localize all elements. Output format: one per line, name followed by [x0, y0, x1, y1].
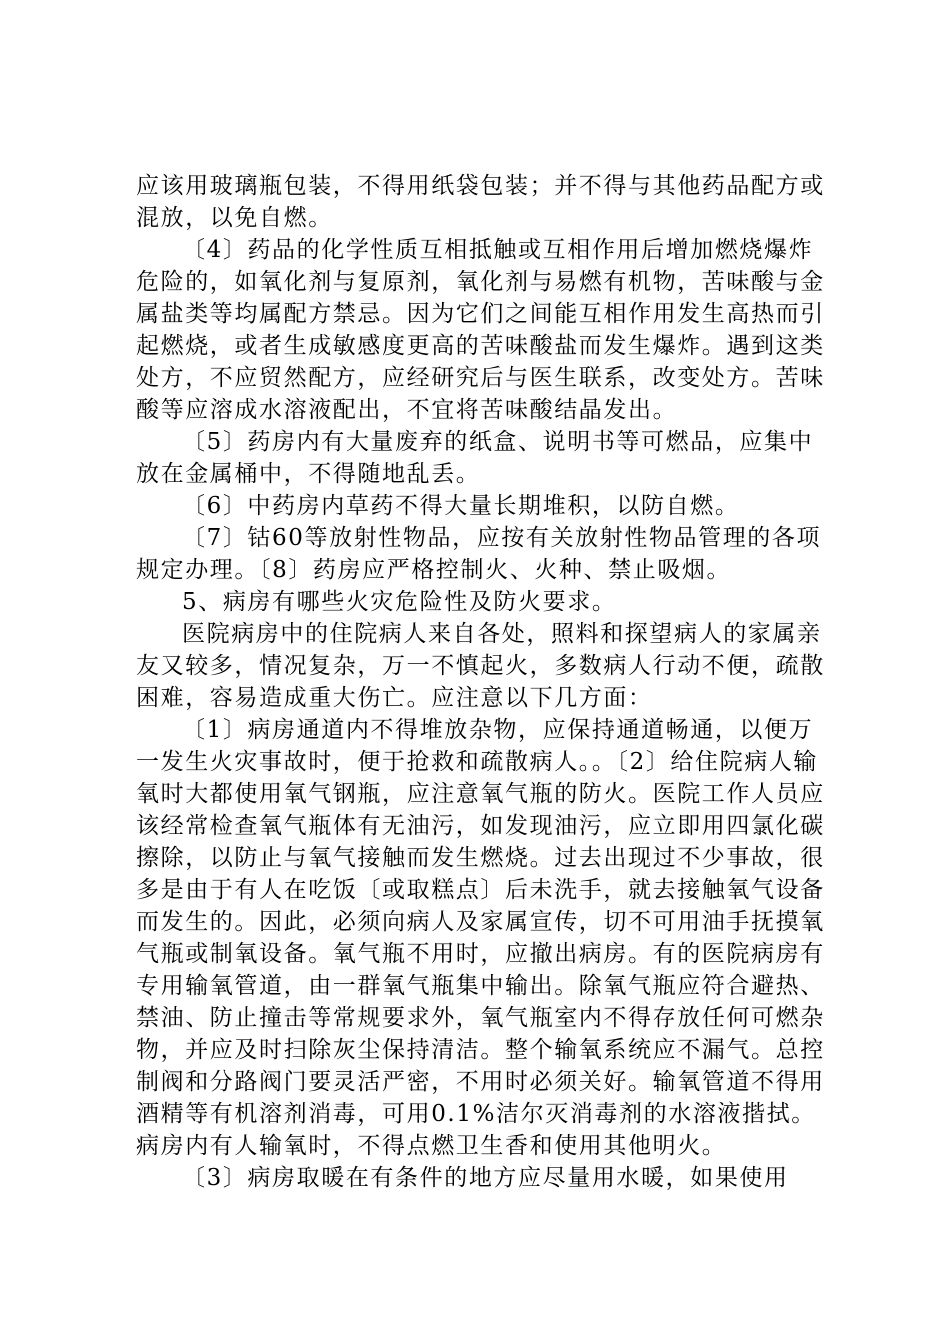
paragraph: 〔1〕病房通道内不得堆放杂物，应保持通道畅通，以便万一发生火灾事故时，便于抢救和疏散病人。。〔2〕给住院病人输氧时大都使用氧气钢瓶，应注意氧气瓶的防火。医院工作人员应该经常检查氧气瓶体有无油污，如发现油污，应立即用四氯化碳擦除，以防止与氧气接触而发生燃烧。过去出现过不少事故，很多是由于有人在吃饭〔或取糕点〕后未洗手，就去接触氧气设备而发生的。因此，必须向病人及家属宣传，切不可用油手抚摸氧气瓶或制氧设备。氧气瓶不用时，应撤出病房。有的医院病房有专用输氧管道，由一群氧气瓶集中输出。除氧气瓶应符合避热、禁油、防止撞击等常规要求外，氧气瓶室内不得存放任何可燃杂物，并应及时扫除灰尘保持清洁。整个输氧系统应不漏气。总控制阀和分路阀门要灵活严密，不用时必须关好。输氧管道不得用酒精等有机溶剂消毒，可用0.1%洁尔灭消毒剂的水溶液揩拭。病房内有人输氧时，不得点燃卫生香和使用其他明火。	[136, 717, 825, 1159]
paragraph: 医院病房中的住院病人来自各处，照料和探望病人的家属亲友又较多，情况复杂，万一不慎起火，多数病人行动不便，疏散困难，容易造成重大伤亡。应注意以下几方面：	[136, 621, 825, 711]
paragraph: 应该用玻璃瓶包装，不得用纸袋包装；并不得与其他药品配方或混放，以免自燃。	[136, 173, 825, 231]
paragraph: 〔5〕药房内有大量废弃的纸盒、说明书等可燃品，应集中放在金属桶中，不得随地乱丢。	[136, 429, 814, 487]
paragraph: 〔6〕中药房内草药不得大量长期堆积，以防自燃。	[182, 493, 740, 519]
section-heading: 5、病房有哪些火灾危险性及防火要求。	[182, 589, 617, 615]
document-body	[136, 170, 826, 1194]
paragraph: 〔4〕药品的化学性质互相抵触或互相作用后增加燃烧爆炸危险的，如氧化剂与复原剂，氧化剂与易燃有机物，苦味酸与金属盐类等均属配方禁忌。因为它们之间能互相作用发生高热而引起燃烧，或者生成敏感度更高的苦味酸盐而发生爆炸。遇到这类处方，不应贸然配方，应经研究后与医生联系，改变处方。苦味酸等应溶成水溶液配出，不宜将苦味酸结晶发出。	[136, 237, 825, 423]
paragraph: 〔7〕钴60等放射性物品，应按有关放射性物品管理的各项规定办理。〔8〕药房应严格控制火、火种、禁止吸烟。	[136, 525, 822, 583]
paragraph: 〔3〕病房取暖在有条件的地方应尽量用水暖，如果使用	[182, 1165, 789, 1191]
